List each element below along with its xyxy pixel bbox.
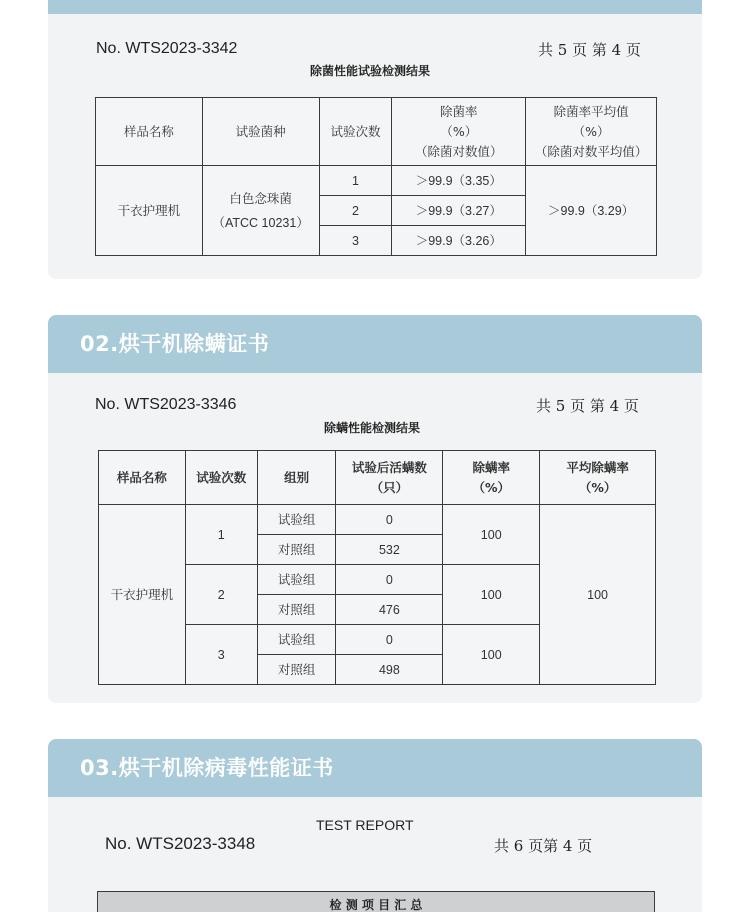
header-group: 组别	[257, 451, 336, 505]
summary-table-header	[97, 891, 655, 912]
group-cell: 试验组	[257, 565, 336, 595]
sterilization-results-table	[95, 97, 657, 256]
count-cell: 498	[336, 655, 443, 685]
header-rate: 除螨率 （%）	[443, 451, 540, 505]
group-cell: 试验组	[257, 505, 336, 535]
rate-cell: ＞99.9（3.35）	[392, 166, 526, 196]
header-trials: 试验次数	[185, 451, 257, 505]
header-trials: 试验次数	[319, 98, 392, 166]
count-cell: 476	[336, 595, 443, 625]
header-average: 除菌率平均值 （%） （除菌对数平均值）	[526, 98, 657, 166]
group-cell: 对照组	[257, 535, 336, 565]
card-header	[48, 739, 702, 797]
trial-cell: 1	[319, 166, 392, 196]
trial-cell: 1	[185, 505, 257, 565]
report-label: TEST REPORT	[316, 817, 414, 833]
page-count: 共 6 页第 4 页	[494, 837, 593, 855]
page-count: 共 5 页 第 4 页	[536, 397, 639, 415]
group-cell: 对照组	[257, 655, 336, 685]
rate-cell: ＞99.9（3.27）	[392, 196, 526, 226]
report-card-virus-removal	[48, 739, 702, 912]
header-sample: 样品名称	[99, 451, 186, 505]
rate-cell: 100	[443, 625, 540, 685]
strain-cell: 白色念珠菌 （ATCC 10231）	[202, 166, 319, 256]
sample-name-cell: 干衣护理机	[99, 505, 186, 685]
report-card-sterilization	[48, 0, 702, 279]
card-header	[48, 315, 702, 373]
sample-name-cell: 干衣护理机	[96, 166, 203, 256]
group-cell: 试验组	[257, 625, 336, 655]
summary-title: 检 测 项 目 汇 总	[329, 898, 423, 912]
rate-cell: 100	[443, 565, 540, 625]
doc-number: No. WTS2023-3346	[95, 396, 237, 413]
report-card-mite-removal	[48, 315, 702, 703]
table-title: 除菌性能试验检测结果	[310, 64, 431, 78]
rate-cell: 100	[443, 505, 540, 565]
trial-cell: 2	[319, 196, 392, 226]
rate-cell: ＞99.9（3.26）	[392, 226, 526, 256]
doc-number: No. WTS2023-3348	[105, 834, 256, 853]
header-rate: 除菌率 （%） （除菌对数值）	[392, 98, 526, 166]
page-count: 共 5 页 第 4 页	[538, 41, 641, 59]
trial-cell: 2	[185, 565, 257, 625]
count-cell: 0	[336, 625, 443, 655]
header-sample: 样品名称	[96, 98, 203, 166]
group-cell: 对照组	[257, 595, 336, 625]
card-title: 02.烘干机除螨证书	[80, 332, 270, 356]
header-strain: 试验菌种	[202, 98, 319, 166]
count-cell: 0	[336, 505, 443, 535]
trial-cell: 3	[319, 226, 392, 256]
doc-number: No. WTS2023-3342	[96, 40, 238, 57]
average-cell: 100	[540, 505, 656, 685]
count-cell: 0	[336, 565, 443, 595]
card-title: 03.烘干机除病毒性能证书	[80, 756, 334, 780]
mite-results-table	[98, 450, 656, 685]
card-header	[48, 0, 702, 14]
count-cell: 532	[336, 535, 443, 565]
header-average: 平均除螨率 （%）	[540, 451, 656, 505]
average-cell: ＞99.9（3.29）	[526, 166, 657, 256]
table-title: 除螨性能检测结果	[324, 421, 421, 435]
trial-cell: 3	[185, 625, 257, 685]
header-live-count: 试验后活螨数 （只）	[336, 451, 443, 505]
